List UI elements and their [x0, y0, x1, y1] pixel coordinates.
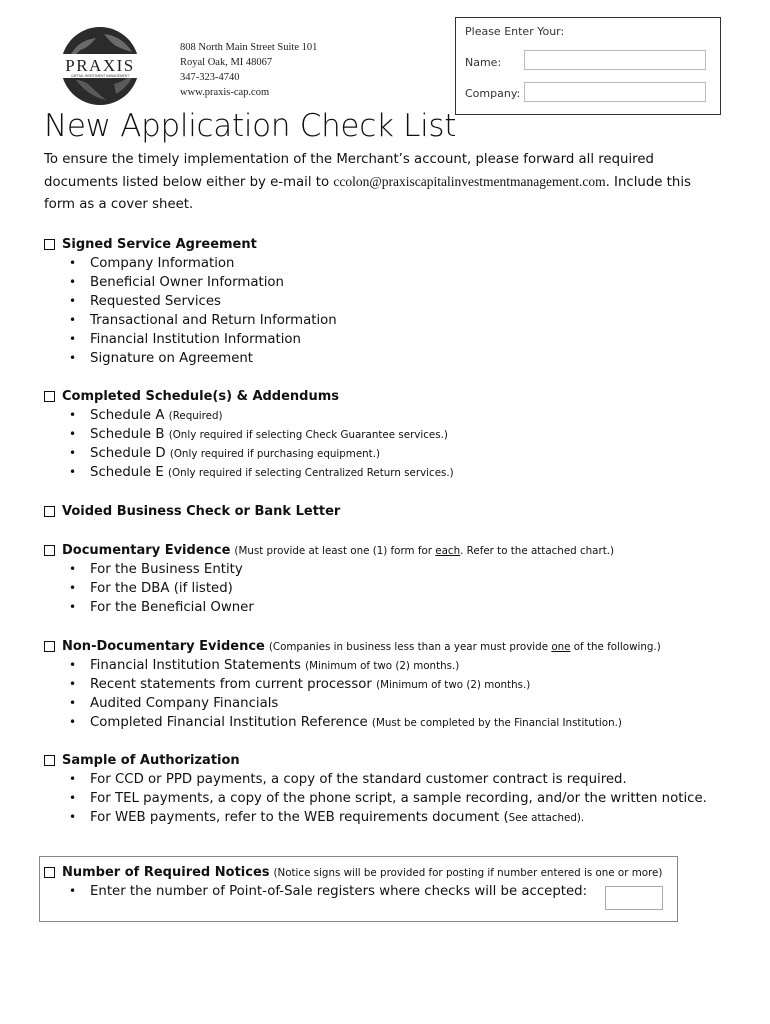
address-website: www.praxis-cap.com: [180, 87, 270, 98]
list-item: • Signature on Agreement: [69, 351, 254, 366]
section-heading: Sample of Authorization: [62, 753, 240, 768]
bullet-icon: •: [69, 884, 77, 898]
bullet-icon: •: [69, 275, 77, 289]
bullet-icon: •: [69, 600, 77, 614]
bullet-icon: •: [69, 446, 77, 460]
list-item: • Requested Services: [69, 294, 221, 309]
section-note: (Must provide at least one (1) form for each. Refer to the attached chart.): [234, 544, 615, 557]
bullet-icon: •: [69, 791, 77, 805]
list-item: • Schedule A (Required): [69, 408, 223, 423]
registers-count-field[interactable]: [605, 886, 663, 910]
checkbox-nondoc[interactable]: [44, 641, 55, 652]
bullet-icon: •: [69, 313, 77, 327]
section-sample-authorization: [44, 751, 707, 827]
email-link[interactable]: ccolon@praxiscapitalinvestmentmanagement.com: [333, 174, 606, 189]
list-item: • For the DBA (if listed): [69, 581, 233, 596]
section-heading: Documentary Evidence: [62, 543, 231, 558]
list-item: • For CCD or PPD payments, a copy of the standard customer contract is required.: [69, 772, 627, 787]
checkbox-signed[interactable]: [44, 239, 55, 250]
checkbox-voided[interactable]: [44, 506, 55, 517]
section-heading: Signed Service Agreement: [62, 237, 257, 252]
page-title: New Application Check List: [44, 108, 457, 144]
bullet-icon: •: [69, 772, 77, 786]
checkbox-notices[interactable]: [44, 867, 55, 878]
bullet-icon: •: [69, 408, 77, 422]
company-label: Company:: [465, 87, 521, 100]
section-completed-schedules: [44, 387, 454, 482]
section-documentary-evidence: [44, 541, 614, 617]
checkbox-authorization[interactable]: [44, 755, 55, 766]
section-voided-check: [44, 502, 340, 521]
svg-text:CAPITAL INVESTMENT MANAGEMENT: CAPITAL INVESTMENT MANAGEMENT: [70, 74, 130, 78]
list-item: • Financial Institution Information: [69, 332, 301, 347]
list-item: • For the Beneficial Owner: [69, 600, 254, 615]
address-line2: Royal Oak, MI 48067: [180, 57, 273, 68]
list-item: • For TEL payments, a copy of the phone script, a sample recording, and/or the written notice.: [69, 791, 707, 806]
list-item: • For the Business Entity: [69, 562, 243, 577]
section-note: (Companies in business less than a year must provide one of the following.): [268, 640, 661, 653]
info-box: [455, 17, 721, 115]
praxis-logo: [58, 26, 142, 106]
list-item: • Schedule B (Only required if selecting Check Guarantee services.): [69, 427, 448, 442]
checkbox-documentary[interactable]: [44, 545, 55, 556]
intro-paragraph: [44, 149, 704, 216]
company-address: [180, 40, 317, 100]
section-required-notices: [44, 863, 662, 901]
bullet-icon: •: [69, 294, 77, 308]
intro-text-1: To ensure the timely implementation of the Merchant’s account, please forward all required documents listed below either by e-mail to: [44, 152, 654, 190]
list-item: • Financial Institution Statements (Minimum of two (2) months.): [69, 658, 460, 673]
list-item: • Enter the number of Point-of-Sale registers where checks will be accepted:: [69, 884, 588, 899]
address-line1: 808 North Main Street Suite 101: [180, 42, 318, 53]
bullet-icon: •: [69, 696, 77, 710]
list-item: • For WEB payments, refer to the WEB requirements document (See attached).: [69, 810, 585, 825]
list-item: • Schedule E (Only required if selecting Centralized Return services.): [69, 465, 454, 480]
section-heading: Voided Business Check or Bank Letter: [62, 504, 341, 519]
list-item: • Transactional and Return Information: [69, 313, 337, 328]
bullet-icon: •: [69, 658, 77, 672]
bullet-icon: •: [69, 581, 77, 595]
name-label: Name:: [465, 56, 502, 69]
section-non-documentary-evidence: [44, 637, 661, 732]
list-item: • Beneficial Owner Information: [69, 275, 284, 290]
bullet-icon: •: [69, 677, 77, 691]
list-item: • Schedule D (Only required if purchasing equipment.): [69, 446, 381, 461]
bullet-icon: •: [69, 256, 77, 270]
bullet-icon: •: [69, 427, 77, 441]
checkbox-schedules[interactable]: [44, 391, 55, 402]
list-item: • Completed Financial Institution Reference (Must be completed by the Financial Institution.): [69, 715, 622, 730]
intro-text-2: . Include this form as a cover sheet.: [44, 175, 691, 212]
bullet-icon: •: [69, 465, 77, 479]
info-box-title: Please Enter Your:: [465, 25, 565, 38]
section-heading: Non-Documentary Evidence: [62, 639, 265, 654]
bullet-icon: •: [69, 332, 77, 346]
section-heading: Number of Required Notices: [62, 865, 270, 880]
company-field[interactable]: [524, 82, 706, 102]
section-note: (Notice signs will be provided for posting if number entered is one or more): [273, 866, 663, 879]
bullet-icon: •: [69, 810, 77, 824]
list-item: • Audited Company Financials: [69, 696, 279, 711]
list-item: • Company Information: [69, 256, 235, 271]
svg-text:PRAXIS: PRAXIS: [65, 56, 135, 75]
name-field[interactable]: [524, 50, 706, 70]
bullet-icon: •: [69, 562, 77, 576]
address-phone: 347-323-4740: [180, 72, 240, 83]
bullet-icon: •: [69, 351, 77, 365]
bullet-icon: •: [69, 715, 77, 729]
section-heading: Completed Schedule(s) & Addendums: [62, 389, 340, 404]
section-signed-service-agreement: [44, 235, 337, 368]
list-item: • Recent statements from current processor (Minimum of two (2) months.): [69, 677, 531, 692]
